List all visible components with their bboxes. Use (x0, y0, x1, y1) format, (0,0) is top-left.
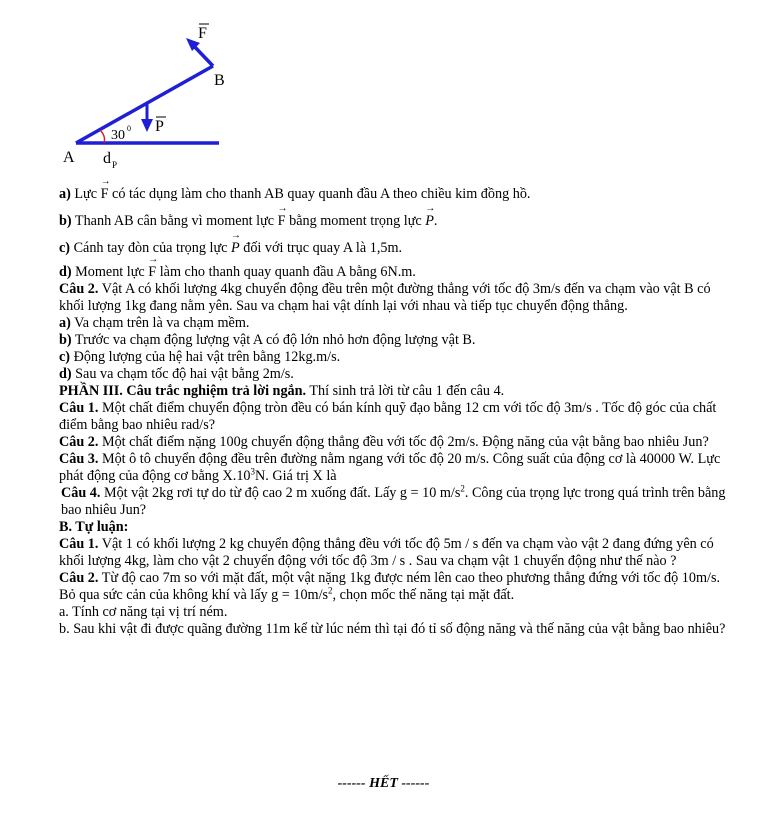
q2-item-b: b) Trước va chạm động lượng vật A có độ lớn nhỏ hơn động lượng vật B. (59, 332, 476, 348)
label-dp-subscript: P (112, 160, 118, 170)
part3-q4: Câu 4. Một vật 2kg rơi tự do từ độ cao 2 m xuống đất. Lấy g = 10 $m/s^2$. Công của trọng lực trong quá trình trên bằng bao nhiêu Jun? (61, 483, 726, 518)
q1-item-c: c) Cánh tay đòn của trọng lực → P đối với trục quay A là 1,5m. (59, 230, 403, 256)
q2-item-c: c) Động lượng của hệ hai vật trên bằng 12kg.m/s. (59, 349, 341, 365)
label-a: A (63, 149, 75, 166)
q1-item-b: b) Thanh AB cân bằng vì moment lực → F bằng moment trọng lực → P. (59, 203, 438, 229)
label-dp: d (103, 150, 111, 167)
essay-q2-b: b. Sau khi vật đi được quãng đường 11m kể từ lúc ném thì tại đó tỉ số động năng và thế năng của vật bằng bao nhiêu? (59, 621, 726, 637)
label-b: B (214, 72, 225, 89)
weight-p-arrowhead (141, 119, 153, 132)
essay-heading: B. Tự luận: (59, 519, 129, 535)
rod-ab (76, 66, 213, 143)
label-angle-degree: 0 (127, 124, 131, 133)
essay-q2-a: a. Tính cơ năng tại vị trí ném. (59, 604, 228, 620)
label-p: P (155, 118, 164, 135)
part3-q2: Câu 2. Một chất điểm nặng 100g chuyển động thẳng đều với tốc độ 2m/s. Động năng của vật bằng bao nhiêu Jun? (59, 434, 709, 450)
part3-q1: Câu 1. Một chất điểm chuyển động tròn đều có bán kính quỹ đạo bằng 12 cm với tốc độ 3m/s . Tốc độ góc của chất điểm bằng bao nhiêu rad/s? (59, 400, 717, 433)
q1-item-a: a) Lực → F có tác dụng làm cho thanh AB quay quanh đầu A theo chiều kim đồng hồ. (59, 176, 531, 202)
essay-q2: Câu 2. Từ độ cao 7m so với mặt đất, một vật nặng 1kg được ném lên cao theo phương thẳng đứng với tốc độ 10m/s. Bỏ qua sức cản của không khí và lấy $g = 10m/s^2$, chọn mốc thế năng tại mặt đất. (59, 570, 721, 603)
q2-item-a: a) Va chạm trên là va chạm mềm. (59, 315, 250, 331)
part3-heading: PHẦN III. Câu trắc nghiệm trả lời ngắn. Thí sinh trả lời từ câu 1 đến câu 4. (59, 383, 505, 399)
essay-q1: Câu 1. Vật 1 có khối lượng 2 kg chuyển động thẳng đều với tốc độ 5m / s đến va chạm vào vật 2 đang đứng yên có khối lượng 4kg, làm cho vật 2 chuyển động với tốc độ 3m / s . Sau va chạm vật 1 chuyển động như thế nào ? (59, 536, 714, 569)
q1-item-d: d) Moment lực → F làm cho thanh quay quanh đầu A bằng 6N.m. (59, 254, 416, 280)
lever-diagram (0, 0, 260, 175)
q2-item-d: d) Sau va chạm tốc độ hai vật bằng 2m/s. (59, 366, 294, 382)
q2-stem: Câu 2. Vật A có khối lượng 4kg chuyển động đều trên một đường thẳng với tốc độ 3m/s đến va chạm vào vật B có khối lượng 1kg đang nằm yên. Sau va chạm hai vật dính lại với nhau và tiếp tục chuyển động thẳng. (59, 281, 711, 314)
end-marker: ------ HẾT ------ (337, 776, 430, 791)
exam-content (59, 176, 729, 638)
angle-arc (100, 130, 105, 143)
label-f: F (198, 25, 207, 42)
label-angle: 30 (111, 128, 125, 143)
part3-q3: Câu 3. Một ô tô chuyển động đều trên đường nằm ngang với tốc độ 20 m/s. Công suất của động cơ là 40000 W. Lực phát động của động cơ bằng $X.10^3N$. Giá trị X là (59, 451, 721, 484)
